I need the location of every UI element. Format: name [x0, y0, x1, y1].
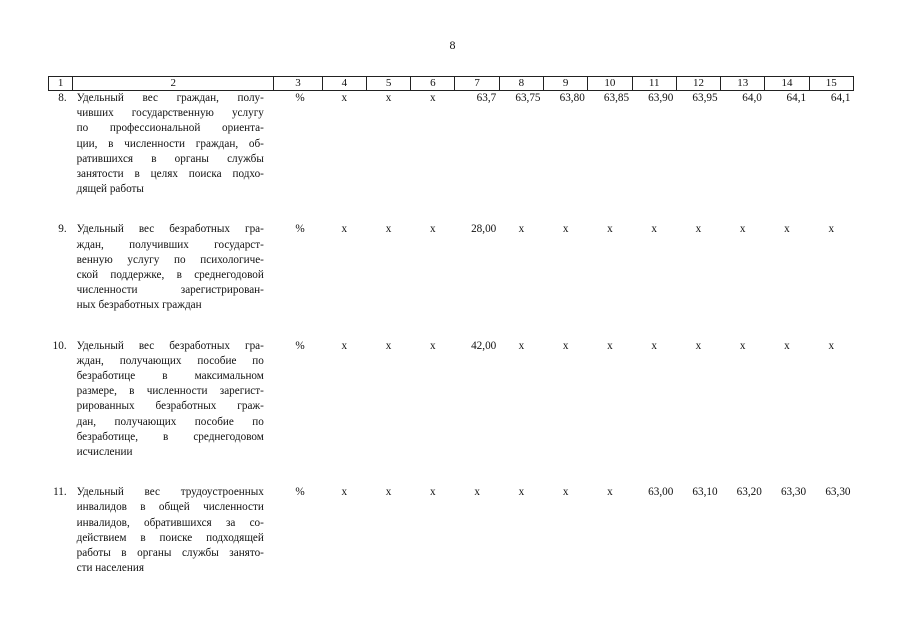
indicator-name-line: Удельный вес безработных гра- — [76, 223, 264, 236]
table-row — [49, 91, 854, 198]
value-cell: х — [607, 223, 613, 236]
value-cell: х — [651, 223, 657, 236]
header-cell: 9 — [544, 77, 588, 91]
indicator-name-line: рированных безработных граж- — [76, 400, 264, 413]
header-cell: 13 — [721, 77, 765, 91]
value-cell: 63,85 — [603, 92, 630, 104]
value-cell: 64,1 — [786, 92, 807, 104]
indicator-name-line: по профессиональной ориента- — [76, 122, 264, 135]
value-cell: х — [385, 486, 392, 499]
value-cell: х — [430, 223, 436, 236]
indicator-name-line: дан, получающих пособие по — [76, 415, 264, 428]
indicator-name-line: безработице, в среднегодовом — [76, 430, 264, 443]
indicator-name-line: исчислении — [76, 446, 133, 459]
table-row — [49, 485, 854, 576]
indicator-name-line: инвалидов, обратившихся за со- — [76, 516, 264, 529]
row-number: 8. — [58, 92, 67, 104]
header-cell: 7 — [455, 77, 499, 91]
indicator-name-line: занятости в целях поиска подхо- — [76, 168, 264, 181]
value-cell: 28,00 — [471, 223, 497, 236]
indicator-name-line: сти населения — [76, 562, 144, 575]
page-number: 8 — [449, 38, 456, 52]
indicator-name — [73, 339, 274, 461]
value-cell: х — [562, 486, 569, 499]
indicator-name — [73, 222, 274, 313]
table-row — [49, 339, 854, 461]
indicator-name-line: ской поддержке, в среднегодовой — [76, 269, 264, 282]
value-cell: 63,90 — [648, 92, 674, 104]
unit-cell: % — [295, 486, 305, 499]
unit-cell: % — [295, 92, 305, 104]
value-cell: х — [562, 339, 569, 352]
value-cell: х — [784, 339, 790, 352]
row-number: 11. — [53, 486, 67, 499]
value-cell: х — [518, 223, 525, 236]
value-cell: х — [341, 223, 348, 236]
value-cell: х — [607, 339, 613, 352]
value-cell: х — [341, 92, 348, 104]
value-cell: 42,00 — [471, 339, 497, 352]
header-cell: 2 — [73, 77, 274, 91]
indicator-name-line: ждан, получающих пособие по — [76, 354, 264, 367]
row-spacer-cell — [49, 197, 854, 222]
value-cell: х — [695, 223, 702, 236]
header-cell: 6 — [411, 77, 455, 91]
value-cell: х — [739, 223, 746, 236]
value-cell: 63,75 — [515, 92, 541, 104]
header-cell: 5 — [366, 77, 410, 91]
indicator-name-line: дящей работы — [76, 183, 144, 196]
table-row — [49, 222, 854, 313]
unit-cell: % — [295, 223, 305, 236]
header-cell: 11 — [632, 77, 676, 91]
header-cell: 10 — [588, 77, 632, 91]
value-cell: х — [828, 339, 835, 352]
value-cell: х — [607, 486, 613, 499]
value-cell: 63,00 — [648, 486, 674, 499]
value-cell: х — [562, 223, 569, 236]
row-number: 9. — [58, 223, 67, 236]
value-cell: 63,20 — [736, 486, 762, 499]
unit-cell: % — [295, 339, 305, 352]
indicator-name-line: чивших государственную услугу — [76, 107, 264, 120]
indicator-name-line: работы в органы службы занято- — [76, 547, 264, 560]
value-cell: х — [430, 92, 436, 104]
header-cell: 14 — [765, 77, 809, 91]
row-spacer-cell — [49, 460, 854, 485]
indicator-name — [73, 485, 274, 576]
header-cell: 15 — [809, 77, 853, 91]
value-cell: 63,30 — [780, 486, 807, 499]
indicator-name-line: Удельный вес безработных гра- — [76, 339, 264, 352]
header-cell: 3 — [274, 77, 322, 91]
value-cell: х — [518, 339, 525, 352]
value-cell: х — [385, 92, 392, 104]
indicator-name-line: ратившихся в органы службы — [76, 152, 264, 165]
indicator-name-line: размере, в численности зарегист- — [76, 385, 264, 398]
value-cell: 64,0 — [742, 92, 762, 104]
indicator-name-line: венную услугу по психологиче- — [76, 253, 264, 266]
value-cell: х — [784, 223, 790, 236]
header-cell: 4 — [322, 77, 366, 91]
row-spacer — [49, 314, 854, 339]
indicator-name-line: действием в поиске подходящей — [76, 531, 264, 544]
indicators-table — [48, 76, 854, 576]
indicator-name-line: ных безработных граждан — [76, 299, 202, 312]
value-cell: 63,7 — [476, 92, 497, 104]
value-cell: 63,80 — [559, 92, 585, 104]
value-cell: х — [385, 223, 392, 236]
value-cell: х — [651, 339, 657, 352]
value-cell: 64,1 — [830, 92, 851, 104]
row-spacer — [49, 197, 854, 222]
value-cell: х — [430, 339, 436, 352]
value-cell: х — [474, 486, 480, 499]
row-spacer-cell — [49, 314, 854, 339]
indicator-name-line: безработице в максимальном — [76, 370, 264, 383]
indicator-name-line: ции, в численности граждан, об- — [76, 137, 264, 150]
value-cell: 63,95 — [692, 92, 718, 104]
header-cell: 1 — [49, 77, 73, 91]
value-cell: 63,10 — [692, 486, 718, 499]
value-cell: х — [518, 486, 525, 499]
indicator-name-line: ждан, получивших государст- — [76, 238, 264, 251]
indicator-name-line: численности зарегистрирован- — [76, 284, 264, 297]
value-cell: х — [695, 339, 702, 352]
indicator-name-line: инвалидов в общей численности — [76, 501, 264, 514]
value-cell: х — [739, 339, 746, 352]
value-cell: х — [341, 339, 348, 352]
value-cell: х — [828, 223, 835, 236]
indicator-name-line: Удельный вес трудоустроенных — [76, 486, 264, 499]
header-cell: 8 — [499, 77, 543, 91]
indicator-name — [73, 91, 274, 198]
table-body — [49, 91, 854, 577]
value-cell: 63,30 — [825, 486, 851, 499]
value-cell: х — [341, 486, 348, 499]
indicator-name-line: Удельный вес граждан, полу- — [76, 92, 264, 104]
value-cell: х — [385, 339, 392, 352]
header-row — [49, 77, 854, 91]
row-number: 10. — [52, 339, 67, 352]
value-cell: х — [430, 486, 436, 499]
row-spacer — [49, 460, 854, 485]
header-cell: 12 — [676, 77, 720, 91]
